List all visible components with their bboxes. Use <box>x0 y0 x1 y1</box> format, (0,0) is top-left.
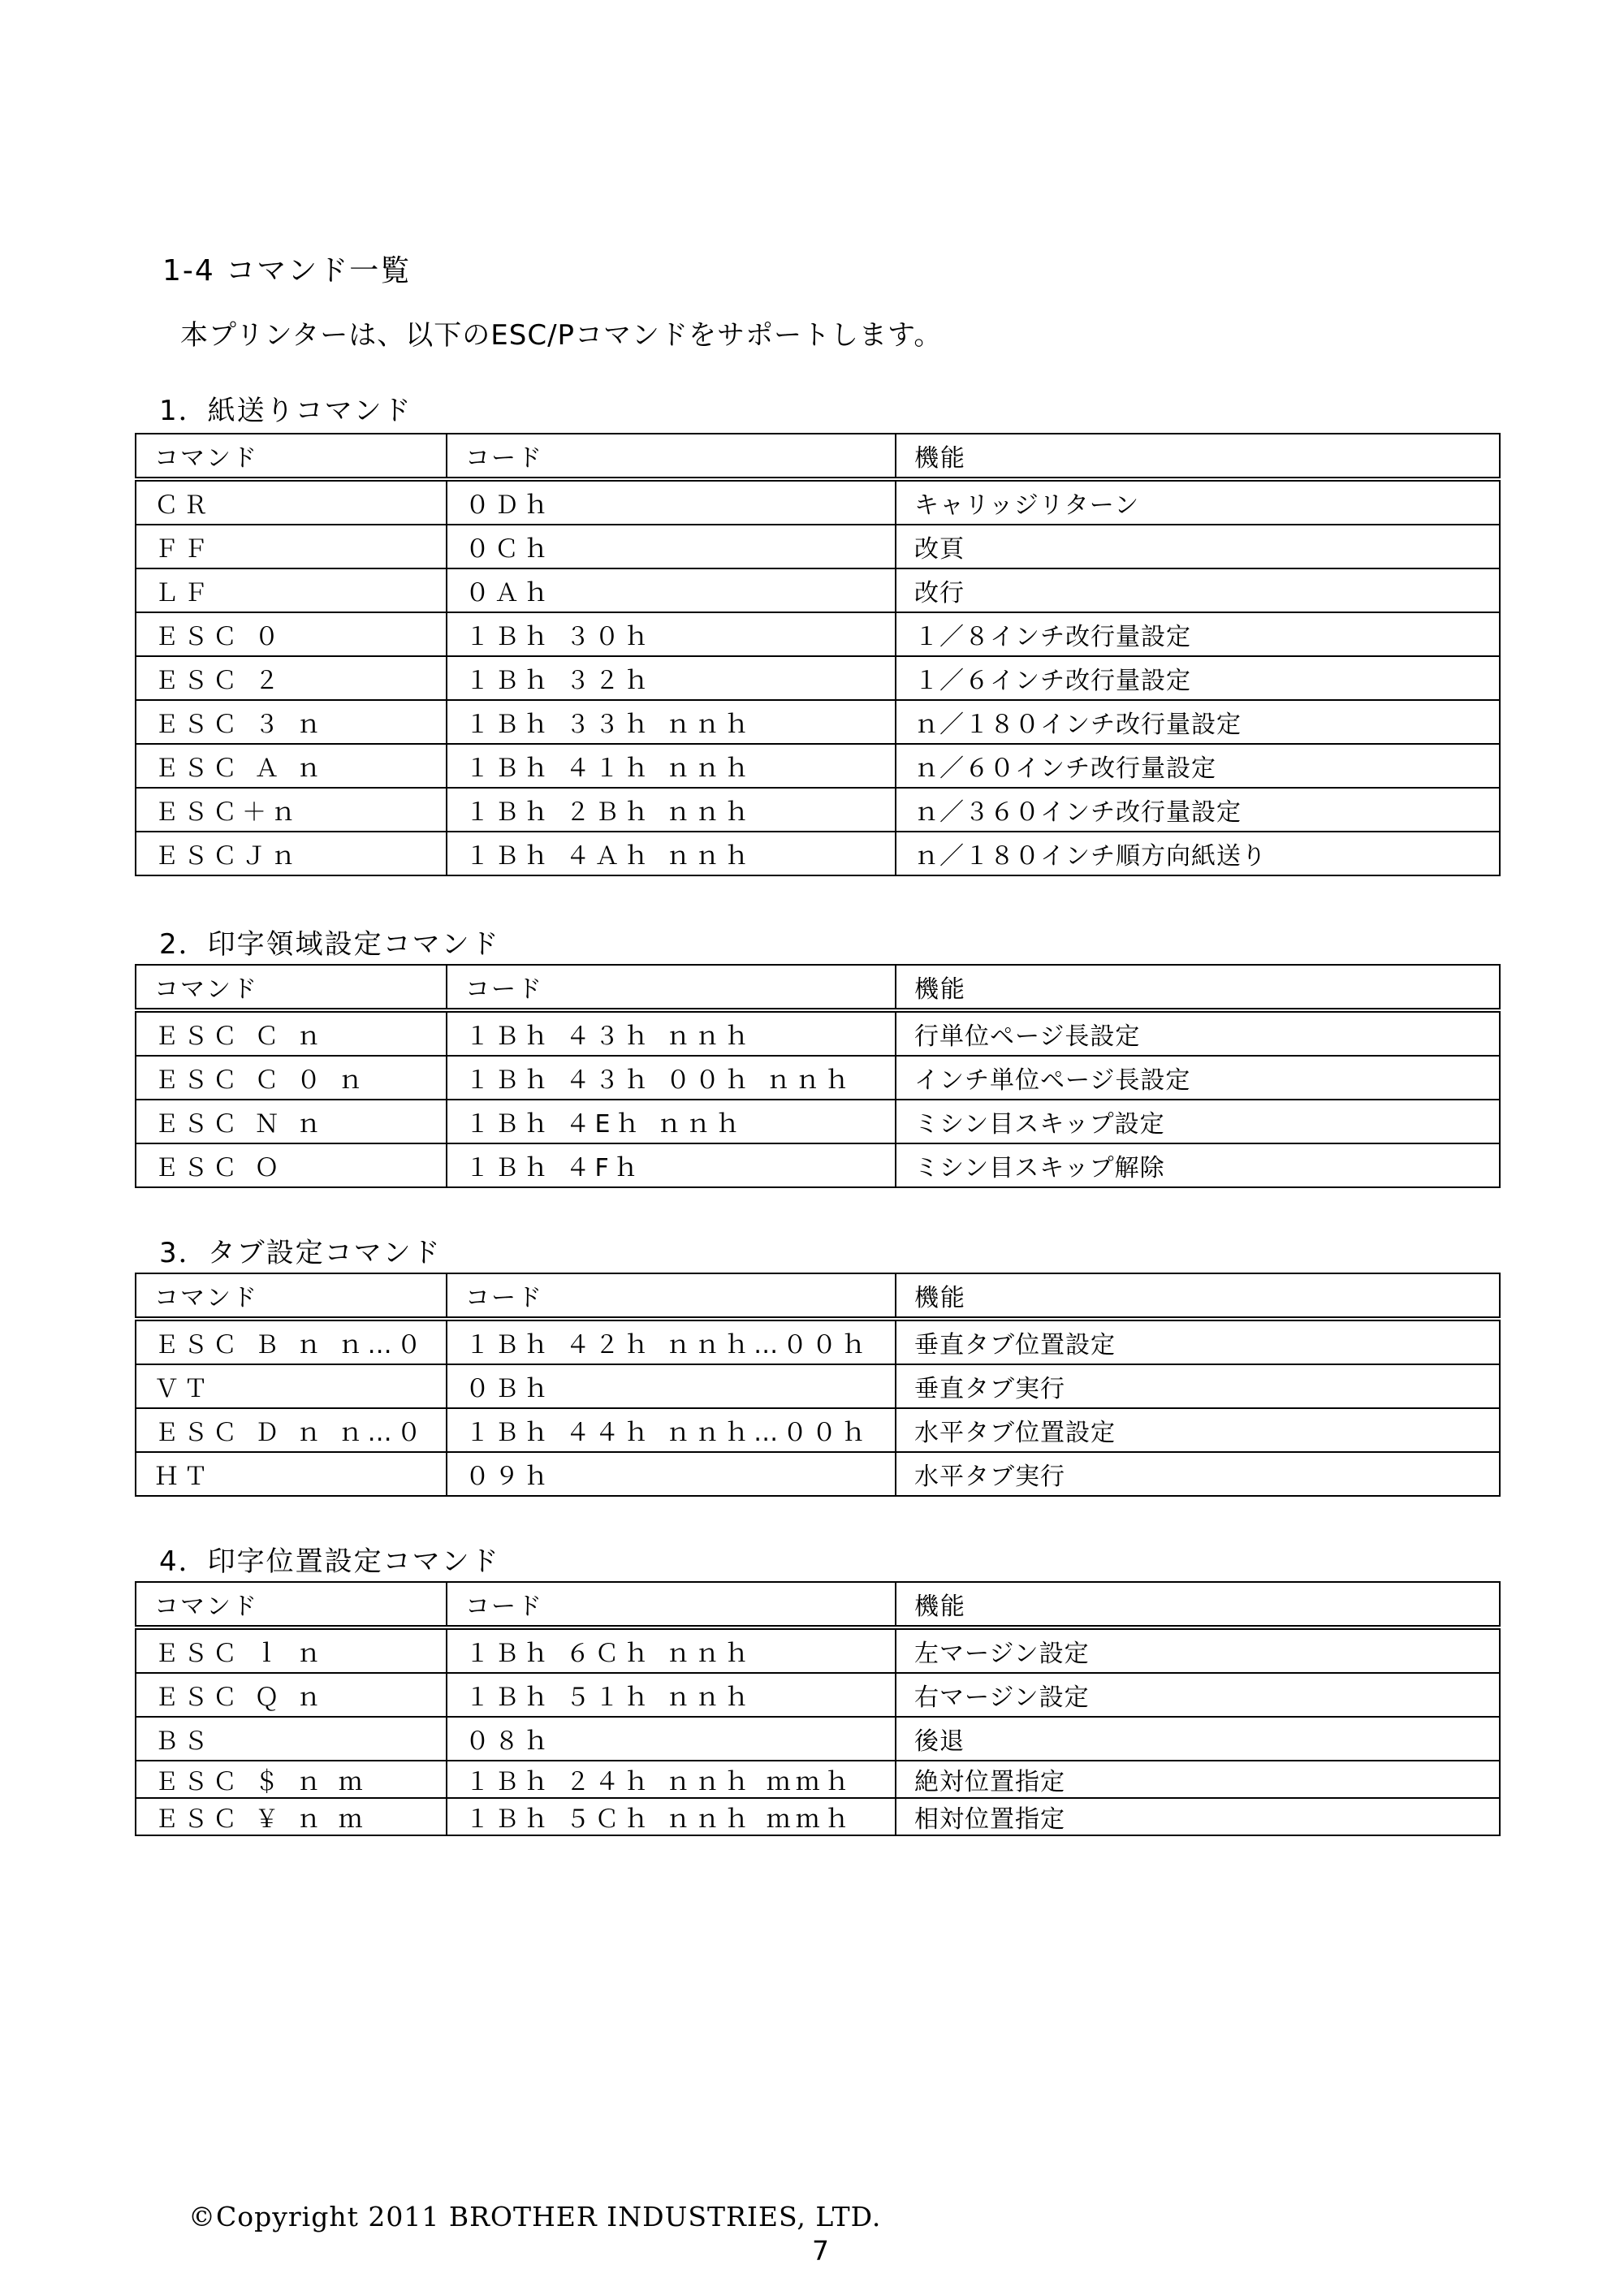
table-row <box>136 1010 1500 1056</box>
cell-code: １Ｂｈ ４３ｈ ００ｈ ｎｎｈ <box>447 1056 896 1100</box>
cell-function: 垂直タブ実行 <box>896 1364 1500 1408</box>
table-header-row <box>136 965 1500 1010</box>
table-row <box>136 656 1500 700</box>
cell-function: インチ単位ページ長設定 <box>896 1056 1500 1100</box>
cell-function: ｎ／６０インチ改行量設定 <box>896 744 1500 788</box>
table-row <box>136 1673 1500 1717</box>
table-row <box>136 1364 1500 1408</box>
cell-function: １／８インチ改行量設定 <box>896 612 1500 656</box>
cell-command: ＥＳＣ＋ｎ <box>136 788 447 832</box>
cell-code: ０Ｄｈ <box>447 479 896 525</box>
section-title: 1．紙送りコマンド <box>159 395 412 427</box>
header-code: コード <box>447 434 896 479</box>
table-row <box>136 700 1500 744</box>
cell-command: ＥＳＣ ￥ ｎ ｍ <box>136 1798 447 1835</box>
page-number: 7 <box>812 2235 829 2267</box>
cell-command: ＢＳ <box>136 1717 447 1761</box>
cell-command: ＥＳＣ Ｑ ｎ <box>136 1673 447 1717</box>
cell-code: １Ｂｈ ４２ｈ ｎｎｈ…００ｈ <box>447 1319 896 1364</box>
cell-command: ＦＦ <box>136 525 447 568</box>
cell-function: 後退 <box>896 1717 1500 1761</box>
table-row <box>136 1798 1500 1835</box>
header-command: コマンド <box>136 1273 447 1319</box>
cell-code: １Ｂｈ ２４ｈ ｎｎｈ ｍｍｈ <box>447 1761 896 1798</box>
cell-code: ０Ｃｈ <box>447 525 896 568</box>
cell-code: １Ｂｈ ３０ｈ <box>447 612 896 656</box>
cell-function: 改頁 <box>896 525 1500 568</box>
intro-text: 本プリンターは、以下のESC/Pコマンドをサポートします。 <box>180 319 943 352</box>
cell-command: ＬＦ <box>136 568 447 612</box>
table-row <box>136 832 1500 875</box>
table-row <box>136 612 1500 656</box>
cell-function: 絶対位置指定 <box>896 1761 1500 1798</box>
cell-function: ｎ／３６０インチ改行量設定 <box>896 788 1500 832</box>
copyright-text: ©Copyright 2011 BROTHER INDUSTRIES, LTD. <box>188 2201 882 2232</box>
command-table <box>135 1273 1501 1497</box>
header-command: コマンド <box>136 1582 447 1627</box>
header-code: コード <box>447 1582 896 1627</box>
table-row <box>136 479 1500 525</box>
header-function: 機能 <box>896 965 1500 1010</box>
table-row <box>136 568 1500 612</box>
table-row <box>136 1627 1500 1673</box>
cell-code: １Ｂｈ ３３ｈ ｎｎｈ <box>447 700 896 744</box>
cell-command: ＥＳＣＪｎ <box>136 832 447 875</box>
cell-command: ＥＳＣ Ｄ ｎ ｎ…０ <box>136 1408 447 1452</box>
cell-code: １Ｂｈ ５Ｃｈ ｎｎｈ ｍｍｈ <box>447 1798 896 1835</box>
cell-code: １Ｂｈ ４４ｈ ｎｎｈ…００ｈ <box>447 1408 896 1452</box>
cell-code: １Ｂｈ ４Fｈ <box>447 1143 896 1187</box>
header-function: 機能 <box>896 1273 1500 1319</box>
cell-code: ０８ｈ <box>447 1717 896 1761</box>
table-row <box>136 1319 1500 1364</box>
table-row <box>136 1717 1500 1761</box>
cell-code: １Ｂｈ ６Ｃｈ ｎｎｈ <box>447 1627 896 1673</box>
cell-code: １Ｂｈ ２Ｂｈ ｎｎｈ <box>447 788 896 832</box>
cell-function: 水平タブ位置設定 <box>896 1408 1500 1452</box>
header-command: コマンド <box>136 965 447 1010</box>
cell-command: ＶＴ <box>136 1364 447 1408</box>
cell-command: ＥＳＣ ３ ｎ <box>136 700 447 744</box>
cell-code: １Ｂｈ ４１ｈ ｎｎｈ <box>447 744 896 788</box>
cell-command: ＨＴ <box>136 1452 447 1496</box>
table-row <box>136 1056 1500 1100</box>
table-header-row <box>136 1582 1500 1627</box>
cell-command: ＥＳＣ ｌ ｎ <box>136 1627 447 1673</box>
header-code: コード <box>447 1273 896 1319</box>
cell-function: ミシン目スキップ解除 <box>896 1143 1500 1187</box>
table-row <box>136 1452 1500 1496</box>
section-title: 2．印字領域設定コマンド <box>159 928 500 961</box>
command-table <box>135 964 1501 1188</box>
table-row <box>136 744 1500 788</box>
cell-function: 行単位ページ長設定 <box>896 1010 1500 1056</box>
table-row <box>136 1761 1500 1798</box>
table-row <box>136 1143 1500 1187</box>
cell-command: ＥＳＣ ２ <box>136 656 447 700</box>
cell-code: １Ｂｈ ５１ｈ ｎｎｈ <box>447 1673 896 1717</box>
cell-code: ０Ｂｈ <box>447 1364 896 1408</box>
table-row <box>136 1100 1500 1143</box>
cell-code: １Ｂｈ ４Ａｈ ｎｎｈ <box>447 832 896 875</box>
table-row <box>136 525 1500 568</box>
cell-code: ０Ａｈ <box>447 568 896 612</box>
cell-function: １／６インチ改行量設定 <box>896 656 1500 700</box>
cell-command: ＥＳＣ Ｃ ０ ｎ <box>136 1056 447 1100</box>
cell-function: 相対位置指定 <box>896 1798 1500 1835</box>
header-code: コード <box>447 965 896 1010</box>
cell-function: 水平タブ実行 <box>896 1452 1500 1496</box>
command-table <box>135 1581 1501 1836</box>
cell-function: ｎ／１８０インチ改行量設定 <box>896 700 1500 744</box>
header-function: 機能 <box>896 434 1500 479</box>
section-heading: 1-4 コマンド一覧 <box>162 254 412 287</box>
cell-code: １Ｂｈ ４３ｈ ｎｎｈ <box>447 1010 896 1056</box>
table-row <box>136 788 1500 832</box>
cell-code: １Ｂｈ ４Eｈ ｎｎｈ <box>447 1100 896 1143</box>
cell-function: ミシン目スキップ設定 <box>896 1100 1500 1143</box>
cell-code: ０９ｈ <box>447 1452 896 1496</box>
command-table <box>135 433 1501 876</box>
section-title: 4．印字位置設定コマンド <box>159 1545 500 1578</box>
cell-command: ＥＳＣ Ｃ ｎ <box>136 1010 447 1056</box>
table-row <box>136 1408 1500 1452</box>
table-header-row <box>136 434 1500 479</box>
cell-function: 改行 <box>896 568 1500 612</box>
section-title: 3．タブ設定コマンド <box>159 1237 442 1269</box>
cell-command: ＥＳＣ ０ <box>136 612 447 656</box>
cell-command: ＥＳＣ Ａ ｎ <box>136 744 447 788</box>
cell-command: ＥＳＣ ＄ ｎ ｍ <box>136 1761 447 1798</box>
cell-command: ＥＳＣ Ｂ ｎ ｎ…０ <box>136 1319 447 1364</box>
cell-command: ＥＳＣ Ｎ ｎ <box>136 1100 447 1143</box>
header-function: 機能 <box>896 1582 1500 1627</box>
cell-command: ＥＳＣ Ｏ <box>136 1143 447 1187</box>
cell-code: １Ｂｈ ３２ｈ <box>447 656 896 700</box>
cell-function: ｎ／１８０インチ順方向紙送り <box>896 832 1500 875</box>
cell-function: 垂直タブ位置設定 <box>896 1319 1500 1364</box>
cell-function: 左マージン設定 <box>896 1627 1500 1673</box>
cell-function: キャリッジリターン <box>896 479 1500 525</box>
header-command: コマンド <box>136 434 447 479</box>
cell-function: 右マージン設定 <box>896 1673 1500 1717</box>
table-header-row <box>136 1273 1500 1319</box>
cell-command: ＣＲ <box>136 479 447 525</box>
